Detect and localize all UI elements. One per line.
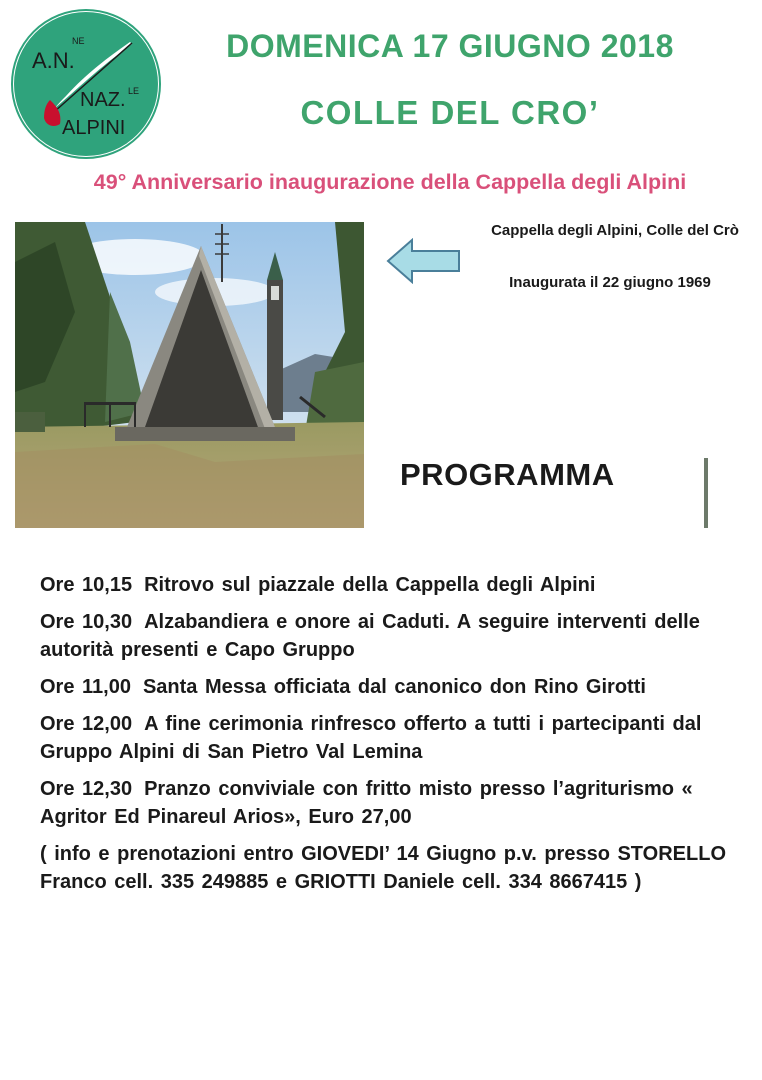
program-list [40, 571, 730, 905]
program-item [40, 571, 730, 599]
program-item-time: Ore 10,30 [40, 611, 133, 633]
chapel-photo [15, 222, 364, 528]
program-item [40, 775, 730, 831]
logo-text-ne: NE [72, 36, 85, 46]
program-item-text: Santa Messa officiata dal canonico don Rino Girotti [142, 676, 646, 698]
program-item-time: Ore 10,15 [40, 574, 133, 596]
program-heading: PROGRAMMA [400, 457, 615, 492]
logo-text-naz: NAZ. [80, 89, 126, 111]
scan-edge-mark [704, 458, 708, 528]
logo-text-alpini: ALPINI [62, 117, 126, 139]
event-subtitle: 49° Anniversario inaugurazione della Cappella degli Alpini [93, 170, 687, 194]
program-item-text: Pranzo conviviale con fritto misto presso l’agriturismo « Agritor Ed Pinareul Arios», Euro 27,00 [40, 778, 693, 828]
program-item [40, 710, 730, 766]
program-item-text: Ritrovo sul piazzale della Cappella degli Alpini [144, 574, 596, 596]
logo-text-ana: A.N. [32, 48, 75, 73]
ana-logo [10, 8, 162, 160]
photo-caption-date: Inaugurata il 22 giugno 1969 [509, 274, 711, 291]
program-item [40, 673, 730, 701]
left-arrow-icon [386, 238, 462, 284]
event-place-title: COLLE DEL CRO’ [300, 94, 600, 131]
photo-caption-name: Cappella degli Alpini, Colle del Crò [491, 222, 739, 239]
program-item [40, 608, 730, 664]
program-item-time: Ore 12,00 [40, 713, 133, 735]
program-item-text: Alzabandiera e onore ai Caduti. A seguire interventi delle autorità presenti e Capo Gruppo [40, 611, 700, 661]
booking-info: ( info e prenotazioni entro GIOVEDI’ 14 Giugno p.v. presso STORELLO Franco cell. 335 249885 e GRIOTTI Daniele cell. 334 8667415 ) [40, 843, 726, 893]
program-item-time: Ore 12,30 [40, 778, 133, 800]
program-item-time: Ore 11,00 [40, 676, 131, 698]
logo-text-le: LE [128, 86, 140, 96]
program-item-text: A fine cerimonia rinfresco offerto a tutti i partecipanti dal Gruppo Alpini di San Pietro Val Lemina [40, 713, 702, 763]
event-date-title: DOMENICA 17 GIUGNO 2018 [226, 28, 674, 64]
